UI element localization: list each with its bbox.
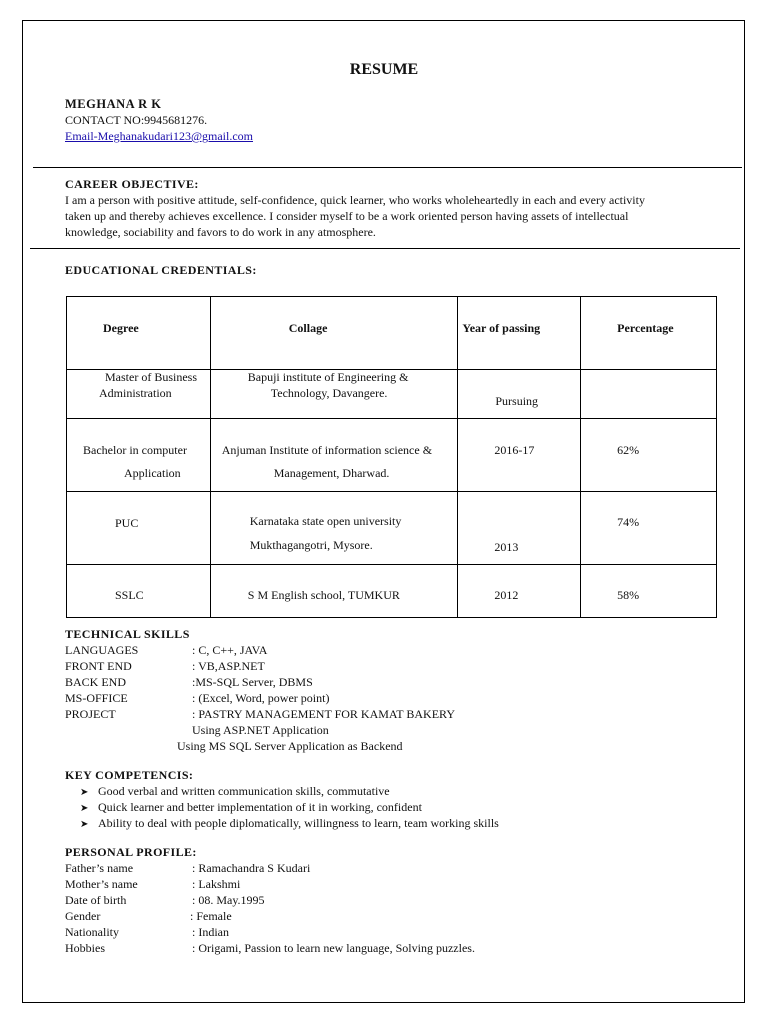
profile-value-dob: : 08. May.1995 xyxy=(192,893,265,907)
arrow-bullet-icon: ➤ xyxy=(80,803,89,814)
candidate-name: MEGHANA R K xyxy=(65,97,162,111)
skill-label-languages: LANGUAGES xyxy=(65,643,139,657)
skill-value-front-end: : VB,ASP.NET xyxy=(192,659,265,673)
technical-skills-heading: TECHNICAL SKILLS xyxy=(65,627,190,641)
email-link[interactable]: Email-Meghanakudari123@gmail.com xyxy=(65,129,253,143)
cell-degree: Master of Business Administration xyxy=(67,370,211,419)
table-row xyxy=(67,565,717,618)
skill-value-languages: : C, C++, JAVA xyxy=(192,643,268,657)
column-header-year: Year of passing xyxy=(458,297,581,370)
education-table xyxy=(66,296,717,618)
cell-college: Anjuman Institute of information science & Management, Dharwad. xyxy=(210,419,458,492)
cell-degree: Bachelor in computer Application xyxy=(67,419,211,492)
cell-college: Karnataka state open university Mukthagangotri, Mysore. xyxy=(210,492,458,565)
profile-label-nationality: Nationality xyxy=(65,925,119,939)
profile-label-gender: Gender xyxy=(65,909,101,923)
divider-career xyxy=(30,248,740,249)
table-header-row xyxy=(67,297,717,370)
cell-college: S M English school, TUMKUR xyxy=(210,565,458,618)
profile-value-mother: : Lakshmi xyxy=(192,877,241,891)
skill-label-project: PROJECT xyxy=(65,707,116,721)
profile-label-mother: Mother’s name xyxy=(65,877,138,891)
cell-percentage xyxy=(581,370,717,419)
key-competencies-heading: KEY COMPETENCIS: xyxy=(65,768,194,782)
divider-header xyxy=(33,167,742,168)
profile-label-dob: Date of birth xyxy=(65,893,127,907)
profile-value-gender: : Female xyxy=(190,909,232,923)
skill-label-ms-office: MS-OFFICE xyxy=(65,691,128,705)
list-item: ➤ Quick learner and better implementation of it in working, confident xyxy=(80,800,422,814)
column-header-percentage: Percentage xyxy=(581,297,717,370)
list-item: ➤ Ability to deal with people diplomatically, willingness to learn, team working skills xyxy=(80,816,499,830)
arrow-bullet-icon: ➤ xyxy=(80,819,89,830)
career-line-2: taken up and thereby achieves excellence. I consider myself to be a work oriented person having assets of intellectual xyxy=(65,209,629,223)
cell-percentage: 62% xyxy=(581,419,717,492)
column-header-college: Collage xyxy=(210,297,458,370)
table-row xyxy=(67,370,717,419)
cell-degree: SSLC xyxy=(67,565,211,618)
career-line-3: knowledge, sociability and favors to do work in any atmosphere. xyxy=(65,225,376,239)
cell-degree: PUC xyxy=(67,492,211,565)
personal-profile-heading: PERSONAL PROFILE: xyxy=(65,845,197,859)
profile-value-father: : Ramachandra S Kudari xyxy=(192,861,311,875)
cell-year: Pursuing xyxy=(458,370,581,419)
table-row xyxy=(67,492,717,565)
profile-label-father: Father’s name xyxy=(65,861,134,875)
cell-year: 2013 xyxy=(458,492,581,565)
cell-college: Bapuji institute of Engineering & Technology, Davangere. xyxy=(210,370,458,419)
contact-number: CONTACT NO:9945681276. xyxy=(65,113,208,127)
profile-value-hobbies: : Origami, Passion to learn new language, Solving puzzles. xyxy=(192,941,475,955)
cell-year: 2012 xyxy=(458,565,581,618)
profile-label-hobbies: Hobbies xyxy=(65,941,105,955)
education-heading: EDUCATIONAL CREDENTIALS: xyxy=(65,263,257,277)
project-detail-1: Using ASP.NET Application xyxy=(192,723,329,737)
column-header-degree: Degree xyxy=(67,297,211,370)
table-row xyxy=(67,419,717,492)
project-detail-2: Using MS SQL Server Application as Backend xyxy=(177,739,403,753)
list-item: ➤ Good verbal and written communication skills, commutative xyxy=(80,784,390,798)
career-objective-heading: CAREER OBJECTIVE: xyxy=(65,177,199,191)
cell-year: 2016-17 xyxy=(458,419,581,492)
cell-percentage: 58% xyxy=(581,565,717,618)
resume-title: RESUME xyxy=(349,61,419,78)
skill-value-project: : PASTRY MANAGEMENT FOR KAMAT BAKERY xyxy=(192,707,456,721)
career-line-1: I am a person with positive attitude, self-confidence, quick learner, who works wholeheartedly in each and every activity xyxy=(65,193,645,207)
skill-label-back-end: BACK END xyxy=(65,675,127,689)
skill-value-back-end: :MS-SQL Server, DBMS xyxy=(192,675,313,689)
profile-value-nationality: : Indian xyxy=(192,925,229,939)
skill-label-front-end: FRONT END xyxy=(65,659,132,673)
arrow-bullet-icon: ➤ xyxy=(80,787,89,798)
skill-value-ms-office: : (Excel, Word, power point) xyxy=(192,691,330,705)
cell-percentage: 74% xyxy=(581,492,717,565)
